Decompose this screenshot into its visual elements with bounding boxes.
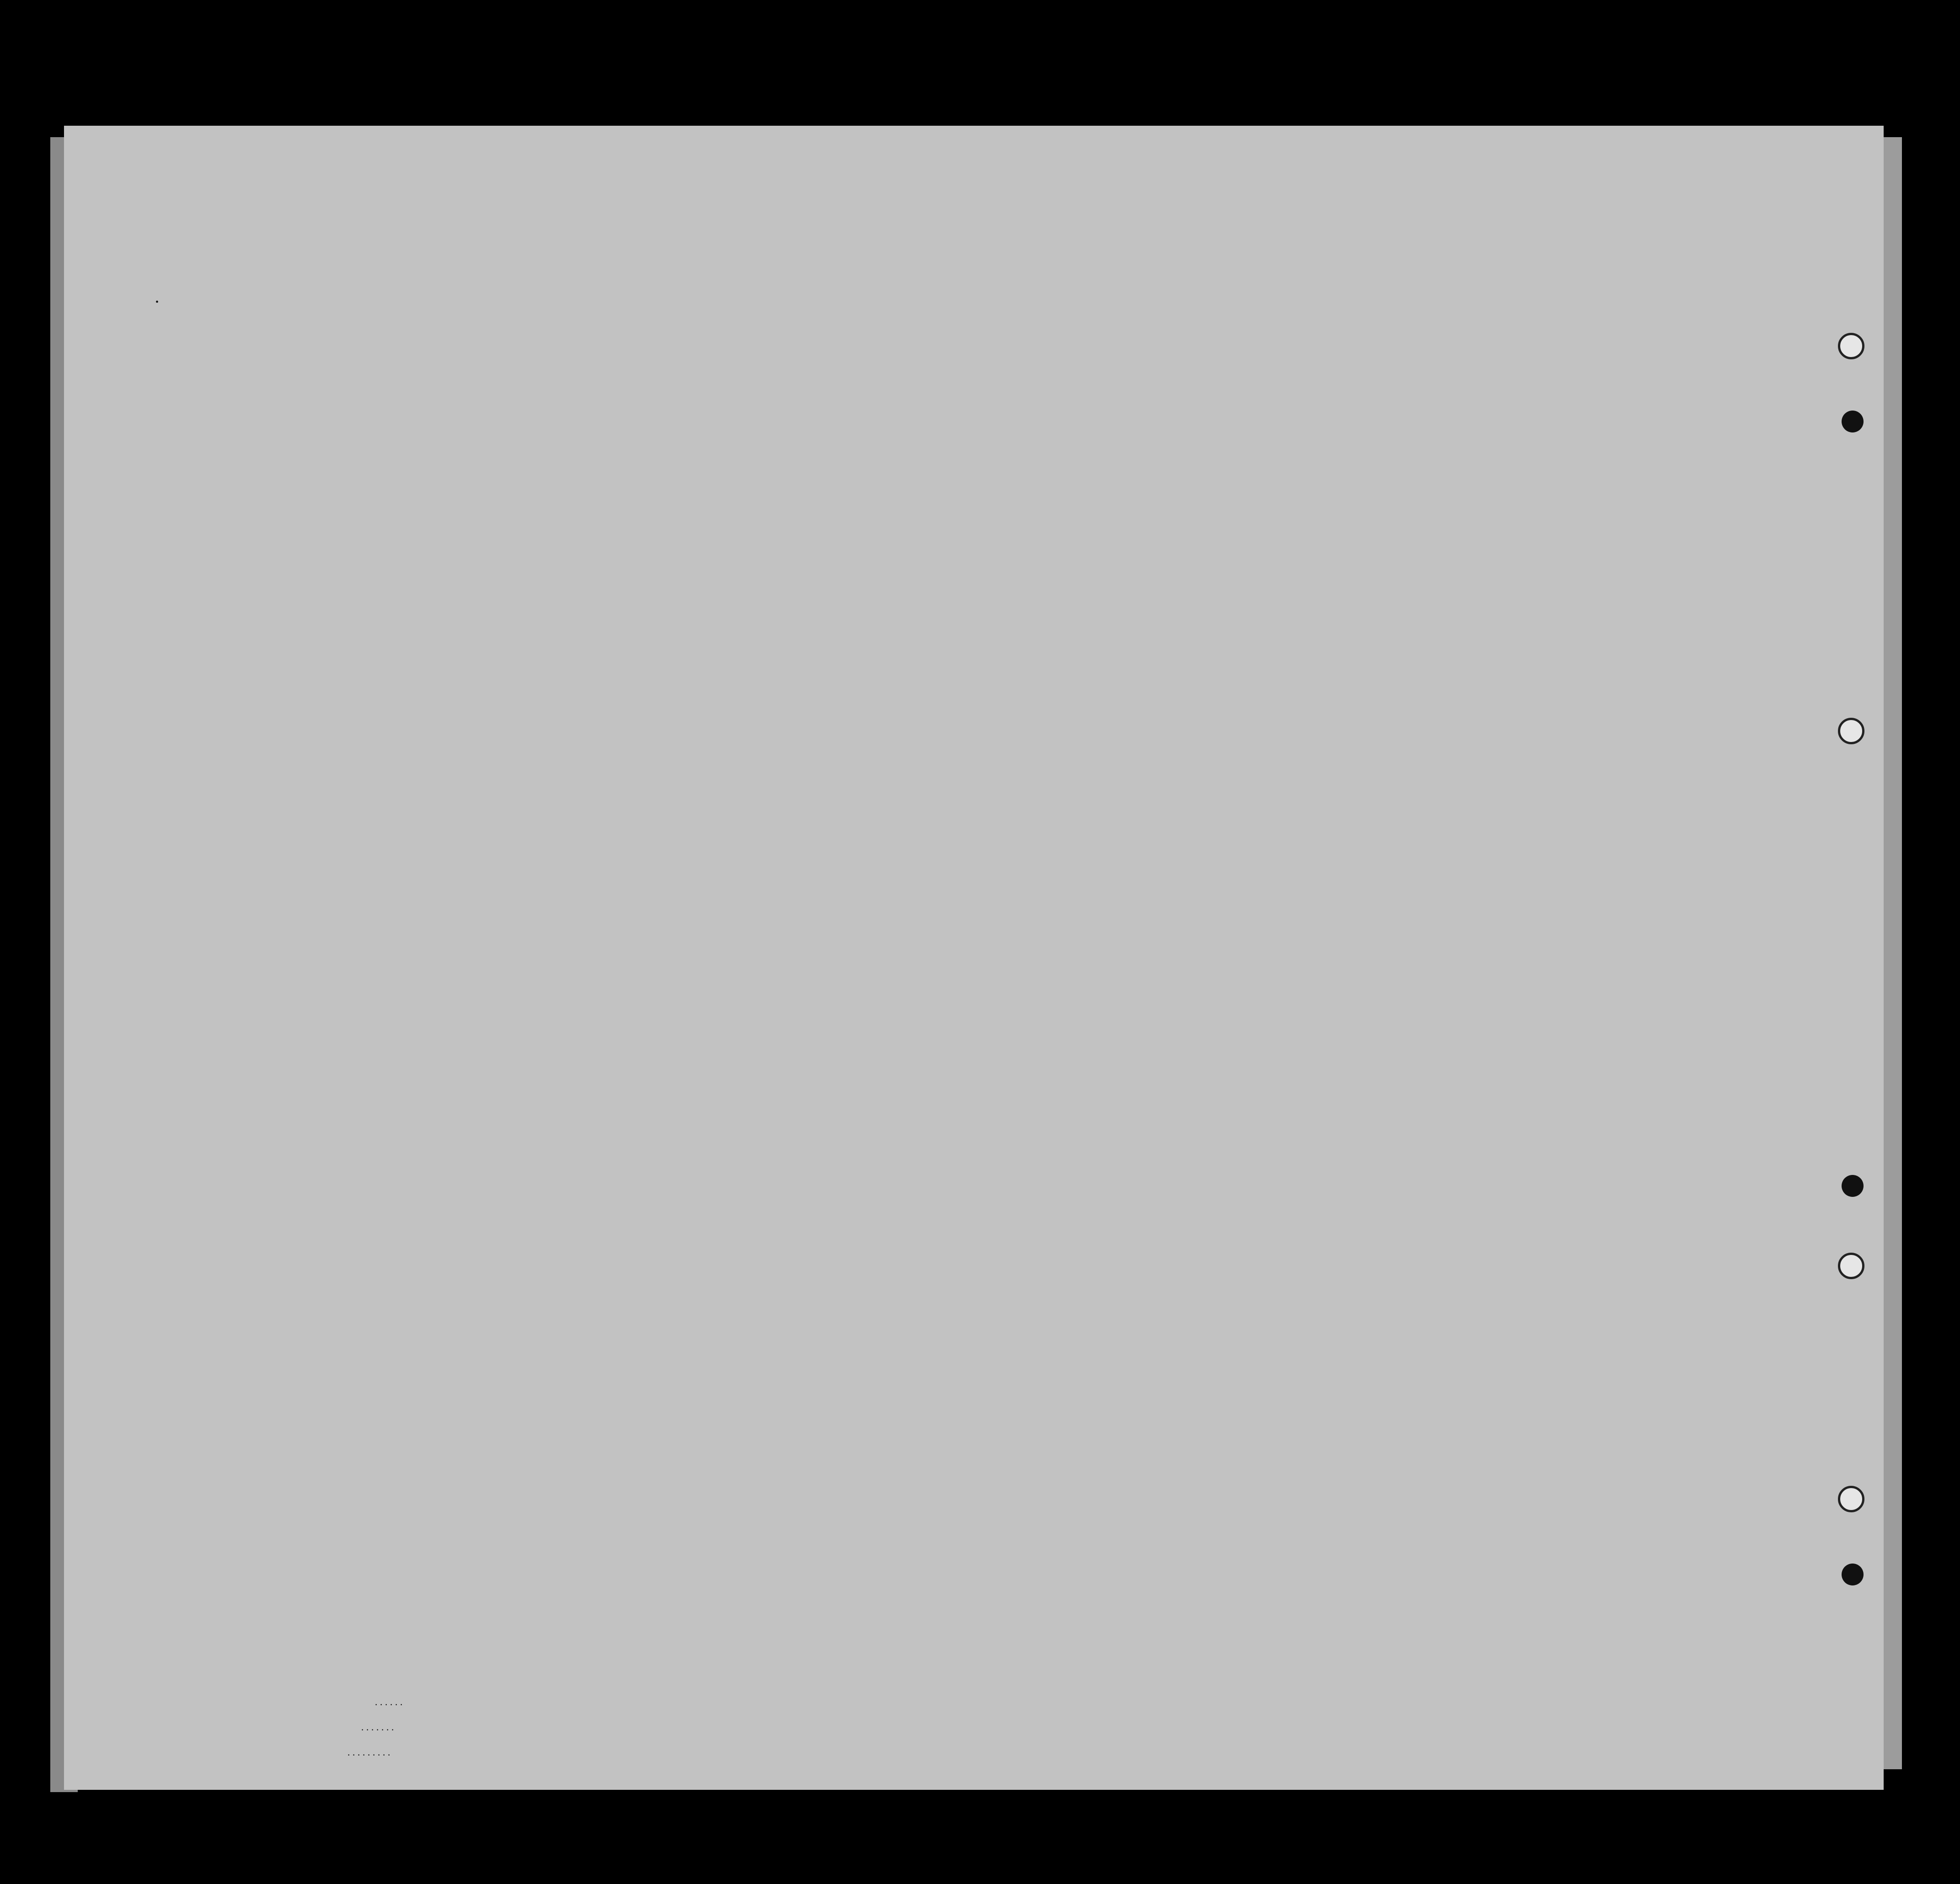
binder-hole	[1838, 1253, 1864, 1279]
binder-hole	[1842, 411, 1864, 432]
binder-hole	[1842, 1564, 1864, 1585]
dots-2: . . . . . . .	[361, 1721, 394, 1733]
binder-hole	[1838, 333, 1864, 359]
header-married-wrap	[640, 375, 668, 498]
dots-1: . . . . . .	[375, 1696, 403, 1708]
dots-3: . . . . . . . . .	[347, 1746, 390, 1758]
binder-hole	[1838, 1486, 1864, 1512]
corner-mark: •	[155, 297, 159, 307]
binder-hole	[1842, 1175, 1864, 1197]
binder-hole	[1838, 718, 1864, 744]
